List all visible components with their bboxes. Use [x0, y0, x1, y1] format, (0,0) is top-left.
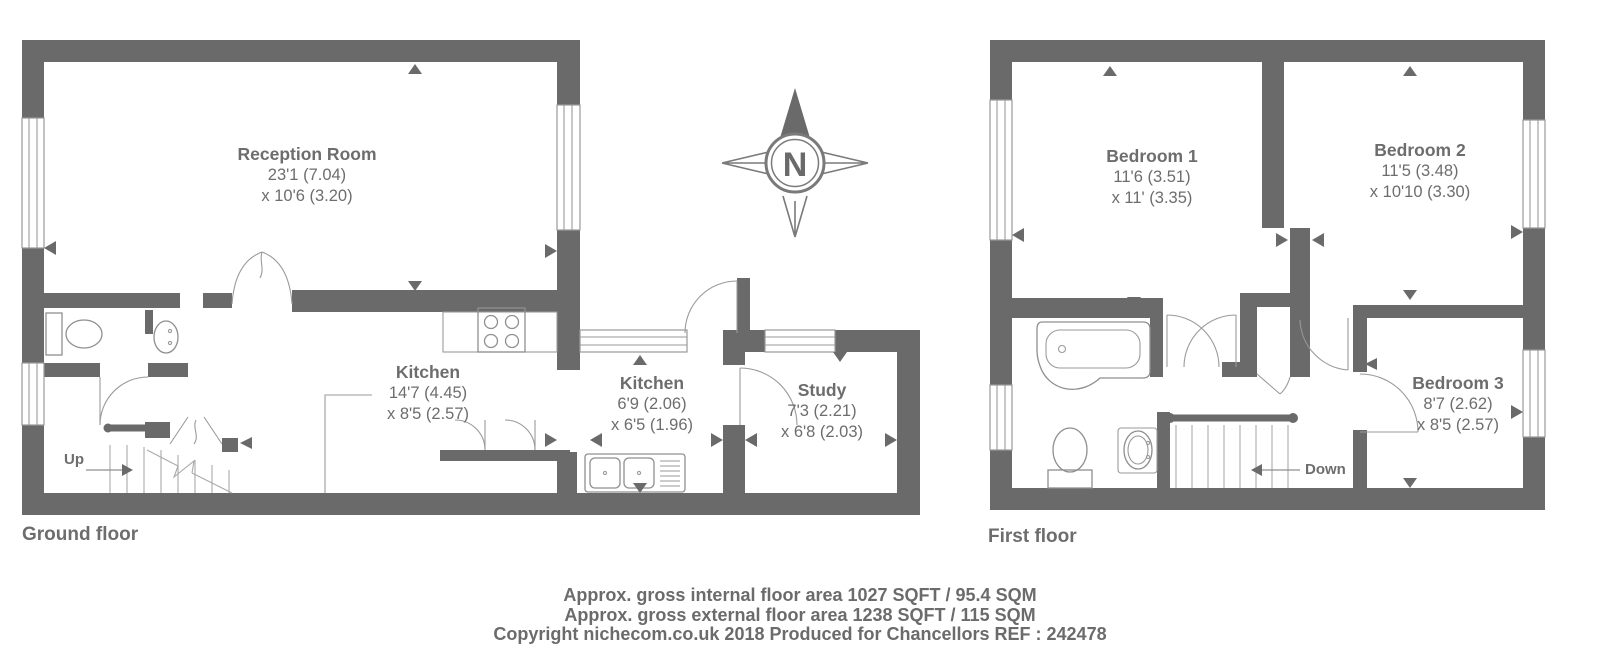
- stairs-down: [1165, 413, 1300, 488]
- room-name: Study: [797, 380, 847, 400]
- toilet-icon: [1048, 428, 1092, 488]
- room-dim: 7'3 (2.21): [787, 402, 857, 420]
- hob-icon: [443, 308, 557, 352]
- window: [22, 118, 44, 248]
- footer-internal-area: Approx. gross internal floor area 1027 SQFT / 95.4 SQM: [563, 585, 1037, 605]
- compass-north-label: N: [782, 146, 808, 184]
- first-floor-caption: First floor: [988, 526, 1077, 547]
- basin-icon: [154, 321, 178, 353]
- compass-icon: [722, 88, 868, 237]
- window: [990, 385, 1012, 450]
- door-arc: [232, 252, 292, 304]
- door-arc: [505, 420, 535, 450]
- room-dim: x 10'10 (3.30): [1369, 183, 1471, 201]
- room-label-bedroom-2: [1370, 140, 1470, 203]
- first-floor-plan: [990, 40, 1545, 510]
- room-dim: x 8'5 (2.57): [386, 405, 470, 423]
- room-label-bedroom-1: [1106, 146, 1197, 209]
- room-dim: x 10'6 (3.20): [261, 187, 353, 205]
- sink-icon: [1118, 428, 1157, 473]
- first-walls: [990, 40, 1545, 510]
- window: [557, 105, 580, 230]
- window: [580, 330, 687, 352]
- room-label-kitchen-main: [387, 362, 469, 425]
- room-name: Reception Room: [237, 144, 377, 164]
- window: [990, 100, 1012, 240]
- toilet-icon: [46, 313, 102, 355]
- stairs-up-label: Up: [64, 451, 84, 468]
- door-arc: [685, 281, 737, 333]
- room-label-kitchen-rear: [611, 373, 693, 436]
- footer: [0, 586, 1600, 645]
- room-label-reception: [237, 144, 376, 207]
- room-name: Bedroom 1: [1106, 146, 1198, 166]
- room-label-study: [781, 380, 863, 443]
- window: [1523, 120, 1545, 228]
- room-dim: 11'6 (3.51): [1113, 168, 1191, 186]
- room-dim: 14'7 (4.45): [388, 384, 468, 402]
- room-dim: 11'5 (3.48): [1381, 162, 1459, 180]
- room-name: Bedroom 3: [1412, 373, 1504, 393]
- room-dim: 8'7 (2.62): [1423, 395, 1493, 413]
- stairs-down-label: Down: [1305, 461, 1346, 478]
- room-dim: x 6'5 (1.96): [610, 416, 694, 434]
- window: [765, 330, 835, 352]
- footer-external-area: Approx. gross external floor area 1238 SQFT / 115 SQM: [564, 604, 1036, 625]
- ground-floor-plan: [22, 40, 920, 515]
- door-arc: [1184, 315, 1236, 367]
- room-label-bedroom-3: [1412, 373, 1503, 436]
- room-dim: 6'9 (2.06): [617, 395, 687, 413]
- window: [22, 363, 44, 425]
- room-dim: 23'1 (7.04): [267, 166, 347, 184]
- door-arc: [100, 377, 148, 425]
- room-dim: x 6'8 (2.03): [780, 423, 864, 441]
- door-arc: [1167, 315, 1219, 367]
- door-arc: [1257, 374, 1290, 394]
- window: [1523, 350, 1545, 437]
- ground-floor-caption: Ground floor: [22, 524, 139, 545]
- ground-walls: [22, 40, 920, 515]
- ground-dimension-arrows: [44, 64, 897, 493]
- bath-icon: [1037, 322, 1150, 389]
- room-name: Bedroom 2: [1374, 140, 1466, 160]
- room-name: Kitchen: [619, 373, 685, 393]
- counter: [325, 395, 372, 493]
- footer-copyright: Copyright nichecom.co.uk 2018 Produced for Chancellors REF : 242478: [493, 624, 1107, 644]
- stairs-up: [86, 417, 252, 493]
- sink-unit-icon: [585, 454, 685, 492]
- room-name: Kitchen: [395, 362, 461, 382]
- door-arc: [1360, 374, 1418, 432]
- room-dim: x 8'5 (2.57): [1416, 416, 1500, 434]
- room-dim: x 11' (3.35): [1111, 189, 1193, 207]
